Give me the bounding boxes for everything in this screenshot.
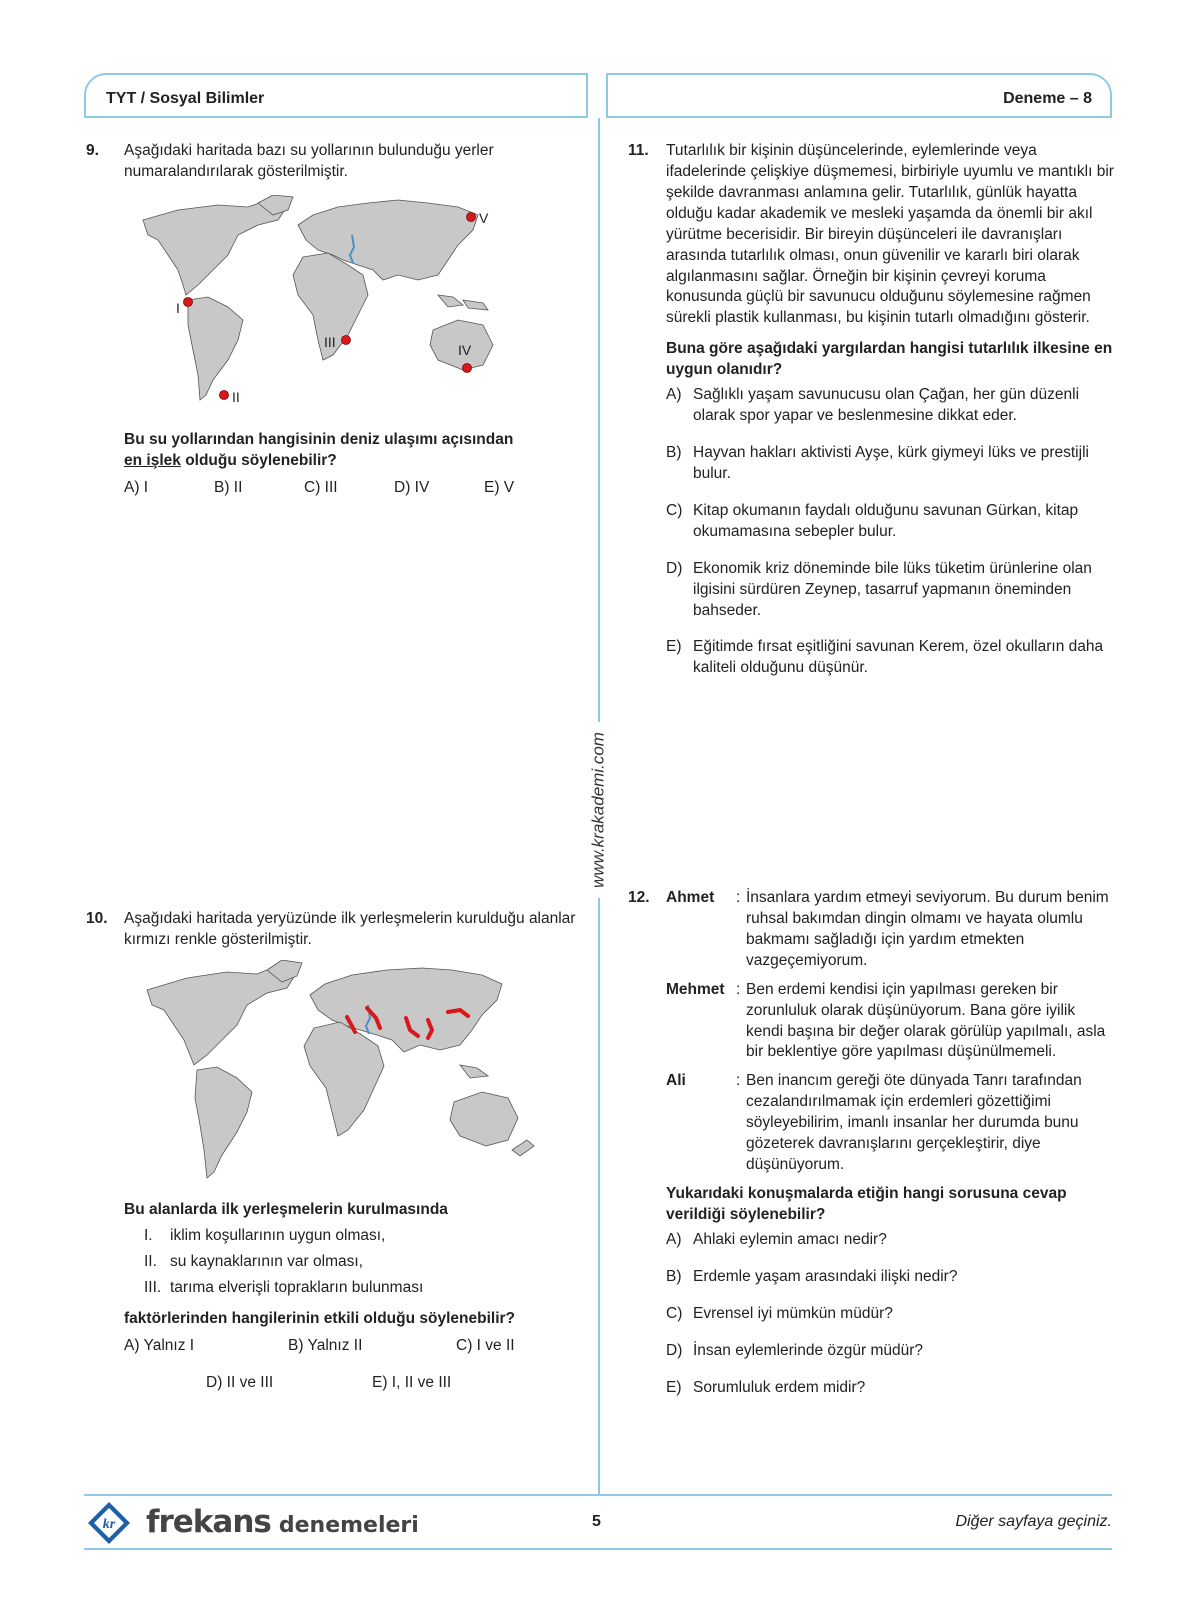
speaker-mehmet: Mehmet : Ben erdemi kendisi için yapılması gereken bir zorunluluk olarak düşünüyorum. Bana göre iyilik kendi başına bir değer olarak görülüp yapılmalı, asla bir beklentiye göre yapılması düşünülmemeli.	[666, 980, 1114, 1064]
option-letter: C)	[666, 1304, 683, 1322]
question-intro: Aşağıdaki haritada yeryüzünde ilk yerleşmelerin kurulduğu alanlar kırmızı renkle gösterilmiştir.	[124, 910, 576, 948]
stem-underlined: en işlek	[124, 451, 181, 469]
stem-1: Bu alanlarda ilk yerleşmelerin kurulmasında	[124, 1201, 448, 1218]
stem-part-a: Bu su yollarından hangisinin deniz ulaşımı açısından	[124, 431, 514, 448]
option-e[interactable]	[666, 1378, 1114, 1399]
option-a[interactable]: A) I	[124, 478, 149, 496]
question-stem: Buna göre aşağıdaki yargılardan hangisi tutarlılık ilkesine en uygun olanıdır?	[666, 340, 1113, 379]
option-b[interactable]: B) II	[214, 478, 243, 496]
roman-number: I.	[144, 1226, 153, 1244]
option-a[interactable]: A) Yalnız I	[124, 1336, 195, 1354]
option-letter: A)	[666, 1230, 682, 1248]
map-label-I: I	[176, 300, 180, 316]
speaker-name: Ali	[666, 1072, 686, 1090]
question-12	[628, 888, 1114, 1414]
map-label-V: V	[479, 210, 489, 226]
stem-2: faktörlerinden hangilerinin etkili olduğu söylenebilir?	[124, 1309, 515, 1327]
premise-I	[144, 1226, 586, 1247]
option-c[interactable]: C) I ve II	[456, 1336, 515, 1354]
question-number: 12.	[628, 889, 650, 906]
option-b[interactable]	[666, 1267, 1114, 1288]
roman-number: III.	[144, 1278, 162, 1296]
svg-text:kr: kr	[102, 1517, 116, 1532]
premise-III	[144, 1278, 586, 1299]
option-d[interactable]	[666, 559, 1114, 622]
next-page-note: Diğer sayfaya geçiniz.	[955, 1513, 1112, 1530]
question-intro: Aşağıdaki haritada bazı su yollarının bulunduğu yerler numaralandırılarak gösterilmiştir.	[124, 142, 494, 180]
option-text: Kitap okumanın faydalı olduğunu savunan Gürkan, kitap okumamasına sebepler bulur.	[693, 501, 1079, 540]
watermark-url: www.krakademi.com	[584, 722, 615, 898]
marker-V	[467, 213, 476, 222]
header-test-name: Deneme – 8	[1003, 90, 1092, 107]
option-text: Ahlaki eylemin amacı nedir?	[693, 1230, 887, 1248]
option-e[interactable]: E) V	[484, 478, 515, 496]
option-b[interactable]	[666, 443, 1114, 485]
question-number: 9.	[86, 142, 99, 159]
option-e[interactable]	[666, 637, 1114, 679]
marker-IV	[463, 364, 472, 373]
marker-II	[220, 391, 229, 400]
option-c[interactable]	[666, 1304, 1114, 1325]
marker-III	[342, 336, 351, 345]
speaker-text: Ben erdemi kendisi için yapılması gereken bir zorunluluk olarak düşünüyorum. Bana göre iyilik kendi başına bir değer olarak görülüp yapılmalı, asla bir beklentiye göre yapılması düşünülmemeli.	[746, 980, 1106, 1061]
option-text: İnsan eylemlerinde özgür müdür?	[693, 1341, 924, 1359]
option-letter: A)	[666, 386, 682, 404]
option-a[interactable]	[666, 385, 1114, 427]
speaker-name: Ahmet	[666, 889, 715, 906]
logo-wordmark	[146, 1502, 419, 1544]
question-stem: Yukarıdaki konuşmalarda etiğin hangi sorusuna cevap verildiği söylenebilir?	[666, 1184, 1067, 1223]
option-letter: B)	[666, 443, 682, 461]
question-number: 11.	[628, 142, 649, 159]
question-9	[86, 141, 586, 183]
option-letter: C)	[666, 501, 683, 519]
premise-text: iklim koşullarının uygun olması,	[170, 1226, 386, 1244]
option-text: Sorumluluk erdem midir?	[693, 1378, 866, 1396]
option-c[interactable]: C) III	[304, 478, 338, 496]
option-letter: B)	[666, 1267, 682, 1285]
question-10-stem	[86, 1200, 586, 1393]
speaker-ahmet: Ahmet : İnsanlara yardım etmeyi seviyorum. Bu durum benim ruhsal bakımdan dingin olmamı ve hayata olumlu bakmamı sağladığı için yardım etmekten vazgeçemiyorum.	[666, 888, 1114, 972]
option-e[interactable]: E) I, II ve III	[372, 1373, 452, 1391]
option-text: Eğitimde fırsat eşitliğini savunan Kerem, özel okulların daha kaliteli olduğunu düşünür.	[693, 638, 1104, 677]
map-label-IV: IV	[458, 342, 472, 358]
question-passage: Tutarlılık bir kişinin düşüncelerinde, eylemlerinde veya ifadelerinde çelişkiye düşmemesi, birbiriyle uyumlu ve mantıklı bir şekilde davranması anlamına gelir. Tutarlılık, günlük hayatta olduğu kadar akademik ve mesleki yaşamda da önemli bir akıl yürütme becerisidir. Bir bireyin düşünceleri ile davranışları arasında tutarlılık olması, onun güvenilir ve kararlı biri olarak algılanmasını sağlar. Örneğin bir kişinin çevreyi koruma konusunda güçlü bir savunucu olduğunu söylemesine rağmen sürekli plastik kullanması, bu kişinin tutarlı olmadığını gösterir.	[666, 142, 1114, 327]
question-10	[86, 909, 586, 951]
option-d[interactable]	[666, 1341, 1114, 1362]
question-11	[628, 141, 1114, 695]
option-text: Evrensel iyi mümkün müdür?	[693, 1304, 893, 1322]
world-map-settlements	[142, 960, 562, 1190]
option-letter: D)	[666, 559, 683, 577]
footer-top-rule	[84, 1494, 1112, 1496]
premise-text: su kaynaklarının var olması,	[170, 1252, 363, 1270]
page-number: 5	[592, 1513, 601, 1530]
map-label-II: II	[232, 389, 240, 405]
option-letter: D)	[666, 1341, 683, 1359]
stem-part-b: olduğu söylenebilir?	[185, 451, 337, 469]
option-c[interactable]	[666, 501, 1114, 543]
footer-bottom-rule	[84, 1548, 1112, 1550]
speaker-ali: Ali : Ben inancım gereği öte dünyada Tanrı tarafından cezalandırılmamak için erdemleri gözettiğimi söyleyebilirim, imanlı insanlar her durumda bunu gözeterek davranışlarını gerçekleştirir, diye düşünüyorum.	[666, 1071, 1114, 1176]
speaker-text: Ben inancım gereği öte dünyada Tanrı tarafından cezalandırılmamak için erdemleri gözettiğimi söyleyebilirim, imanlı insanlar her durumda bunu gözeterek davranışlarını gerçekleştirir, diye düşünüyorum.	[746, 1072, 1082, 1174]
option-d[interactable]: D) II ve III	[206, 1373, 274, 1391]
logo-main: frekans	[146, 1504, 271, 1540]
option-text: Sağlıklı yaşam savunucusu olan Çağan, her gün düzenli olarak spor yapar ve beslenmesine dikkat eder.	[693, 386, 1080, 425]
premise-II	[144, 1252, 586, 1273]
option-letter: E)	[666, 638, 682, 656]
option-text: Erdemle yaşam arasındaki ilişki nedir?	[693, 1267, 958, 1285]
world-map-waterways	[138, 195, 538, 415]
marker-I	[184, 298, 193, 307]
question-9-stem	[86, 430, 586, 499]
map-label-III: III	[324, 334, 336, 350]
premise-text: tarıma elverişli toprakların bulunması	[170, 1278, 424, 1296]
roman-number: II.	[144, 1252, 157, 1270]
option-text: Hayvan hakları aktivisti Ayşe, kürk giymeyi lüks ve prestijli bulur.	[693, 443, 1089, 482]
option-a[interactable]	[666, 1230, 1114, 1251]
speaker-text: İnsanlara yardım etmeyi seviyorum. Bu durum benim ruhsal bakımdan dingin olmamı ve hayata olumlu bakmamı sağladığı için yardım etmekten vazgeçemiyorum.	[746, 889, 1109, 969]
logo-icon	[86, 1500, 132, 1546]
logo-sub: denemeleri	[278, 1513, 419, 1538]
question-number: 10.	[86, 910, 108, 927]
speaker-name: Mehmet	[666, 980, 725, 998]
header-title: TYT / Sosyal Bilimler	[106, 90, 265, 107]
option-d[interactable]: D) IV	[394, 478, 430, 496]
option-letter: E)	[666, 1378, 682, 1396]
option-text: Ekonomik kriz döneminde bile lüks tüketim ürünlerine olan ilgisini sürdüren Zeynep, tasarruf yapmanın öneminden bahseder.	[693, 559, 1092, 619]
option-b[interactable]: B) Yalnız II	[288, 1336, 363, 1354]
